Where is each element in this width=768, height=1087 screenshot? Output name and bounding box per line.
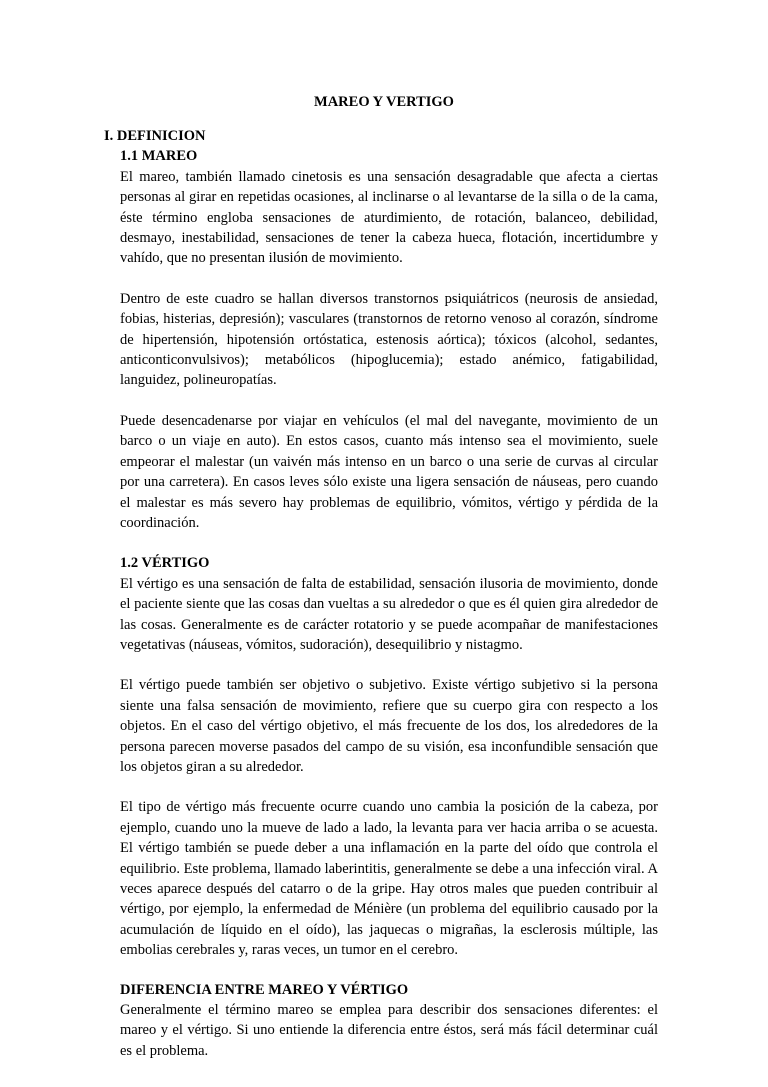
section-heading-definicion: I. DEFINICION [104, 128, 206, 144]
subsection-heading-mareo: 1.1 MAREO [120, 148, 198, 165]
difference-paragraph: Generalmente el término mareo se emplea para describir dos sensaciones diferentes: el mareo y el vértigo. Si uno entiende la diferencia entre éstos, será más fácil determinar cuál es el problema. [120, 1002, 658, 1059]
document-title: MAREO Y VERTIGO [314, 94, 454, 110]
vertigo-paragraph-1: El vértigo es una sensación de falta de estabilidad, sensación ilusoria de movimiento, donde el paciente siente que las cosas dan vueltas a su alrededor o que es él quien gira alrededor de las cosas. Generalmente es de carácter rotatorio y se puede acompañar de manifestaciones vegetativas (náuseas, vómitos, sudoración), desequilibrio y nistagmo. [120, 575, 658, 653]
mareo-paragraph-3: Puede desencadenarse por viajar en vehículos (el mal del navegante, movimiento de un barco o un viaje en auto). En estos casos, cuanto más intenso sea el movimiento, suele empeorar el malestar (un vaivén más intenso en un barco o una serie de curvas al circular por una carretera). En casos leves sólo existe una ligera sensación de náuseas, pero cuando el malestar es más severo hay problemas de equilibrio, vómitos, vértigo y pérdida de la coordinación. [120, 412, 658, 531]
subsection-heading-vertigo: 1.2 VÉRTIGO [120, 555, 210, 572]
document-body [104, 126, 658, 1061]
difference-heading: DIFERENCIA ENTRE MAREO Y VÉRTIGO [120, 981, 409, 998]
vertigo-paragraph-2: El vértigo puede también ser objetivo o subjetivo. Existe vértigo subjetivo si la persona siente una falsa sensación de movimiento, refiere que su cuerpo gira con respecto a los objetos. En el caso del vértigo objetivo, el más frecuente de los dos, los alrededores de la persona parecen moverse pasados del campo de su visión, esa inconfundible sensación que los objetos giran a su alrededor. [120, 677, 658, 775]
mareo-paragraph-1: El mareo, también llamado cinetosis es una sensación desagradable que afecta a ciertas personas al girar en repetidas ocasiones, al inclinarse o al levantarse de la silla o de la cama, éste término engloba sensaciones de aturdimiento, de rotación, balanceo, debilidad, desmayo, inestabilidad, sensaciones de tener la cabeza hueca, flotación, incertidumbre y vahído, que no presentan ilusión de movimiento. [120, 168, 658, 267]
vertigo-paragraph-3: El tipo de vértigo más frecuente ocurre cuando uno cambia la posición de la cabeza, por ejemplo, cuando uno la mueve de lado a lado, la levanta para ver hacia arriba o se acuesta. El vértigo también se puede deber a una inflamación en la parte del oído que controla el equilibrio. Este problema, llamado laberintitis, generalmente se debe a una infección viral. A veces aparece después del catarro o de la gripe. Hay otros males que pueden contribuir al vértigo, por ejemplo, la enfermedad de Ménière (un problema del equilibrio causado por la acumulación de líquido en el oído), las jaquecas o migrañas, la esclerosis múltiple, las embolias cerebrales y, raras veces, un tumor en el cerebro. [120, 799, 658, 959]
mareo-paragraph-2: Dentro de este cuadro se hallan diversos transtornos psiquiátricos (neurosis de ansiedad, fobias, histerias, depresión); vasculares (transtornos de retorno venoso al corazón, síndrome de hipertensión, hipotensión ortóstatica, estenosis aórtica); tóxicos (alcohol, sedantes, anticonticonvulsivos); metabólicos (hipoglucemia); estado anémico, fatigabilidad, languidez, polineuropatías. [120, 290, 658, 389]
